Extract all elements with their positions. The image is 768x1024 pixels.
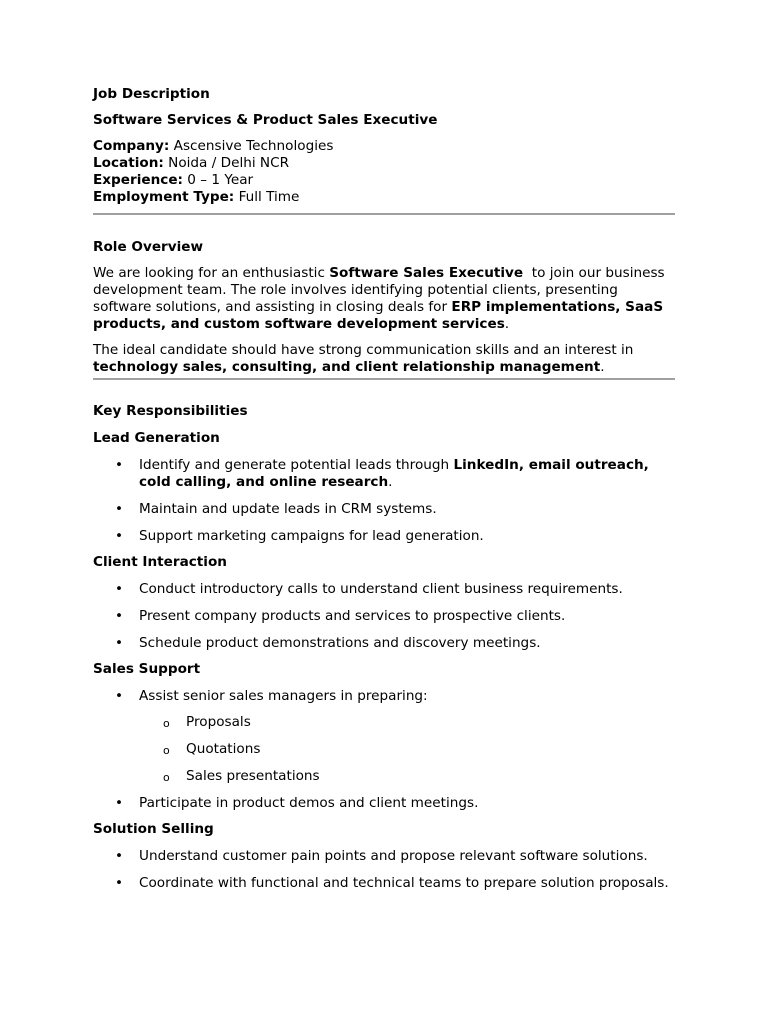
- sales-support-list: [93, 688, 675, 705]
- sales-support-sublist: [93, 714, 675, 785]
- key-responsibilities-heading: Key Responsibilities: [93, 403, 248, 419]
- meta-value: Noida / Delhi NCR: [163, 155, 290, 171]
- text-run-bold: Software Sales Executive: [329, 265, 524, 281]
- document-title: Job Description: [93, 86, 210, 102]
- list-item: [93, 581, 675, 598]
- list-item-text: Schedule product demonstrations and discovery meetings.: [139, 635, 541, 651]
- list-item-text: Understand customer pain points and propose relevant software solutions.: [139, 848, 648, 864]
- job-title: Software Services & Product Sales Executive: [93, 112, 438, 128]
- circle-bullet-icon: o: [163, 771, 170, 784]
- list-item-text: Participate in product demos and client meetings.: [139, 795, 479, 811]
- list-item-text: Assist senior sales managers in preparing:: [139, 688, 428, 704]
- bullet-icon: •: [115, 635, 124, 651]
- bullet-icon: •: [115, 875, 124, 891]
- bullet-icon: •: [115, 608, 124, 624]
- bullet-icon: •: [115, 528, 124, 544]
- lead-generation-heading: Lead Generation: [93, 430, 220, 446]
- job-meta: [93, 138, 675, 206]
- client-interaction-heading: Client Interaction: [93, 554, 227, 570]
- meta-location: [93, 155, 675, 172]
- meta-employment-type: [93, 189, 675, 206]
- sub-list-item-text: Proposals: [186, 714, 251, 730]
- list-item: [93, 608, 675, 625]
- bullet-icon: •: [115, 581, 124, 597]
- text-run: We are looking for an enthusiastic: [93, 265, 330, 281]
- list-item-text: Support marketing campaigns for lead generation.: [139, 528, 484, 544]
- sub-list-item: [93, 768, 675, 785]
- list-item: [93, 457, 675, 491]
- text-run: to join our business development team. The role involves identifying potential clients, presenting software solutions, and assisting in closing deals for: [93, 265, 669, 315]
- text-run: .: [600, 359, 605, 375]
- list-item: [93, 848, 675, 865]
- meta-label: Company:: [93, 138, 170, 154]
- job-description-document: [93, 85, 675, 892]
- meta-value: 0 – 1 Year: [182, 172, 254, 188]
- circle-bullet-icon: o: [163, 744, 170, 757]
- sub-list-item: [93, 741, 675, 758]
- client-interaction-list: [93, 581, 675, 652]
- list-item: [93, 875, 675, 892]
- bullet-icon: •: [115, 688, 124, 704]
- text-run: Identify and generate potential leads through: [139, 457, 454, 473]
- circle-bullet-icon: o: [163, 717, 170, 730]
- role-overview-heading: Role Overview: [93, 239, 204, 255]
- sub-list-item-text: Sales presentations: [186, 768, 320, 784]
- meta-value: Full Time: [234, 189, 300, 205]
- section-divider: [93, 378, 675, 380]
- meta-label: Experience:: [93, 172, 183, 188]
- list-item: [93, 635, 675, 652]
- text-run-bold: technology sales, consulting, and client relationship management: [93, 359, 601, 375]
- role-overview-paragraph-1: [93, 265, 675, 333]
- lead-generation-list: [93, 457, 675, 545]
- sub-list-item: [93, 714, 675, 731]
- meta-label: Employment Type:: [93, 189, 235, 205]
- sales-support-heading: Sales Support: [93, 661, 201, 677]
- list-item-text: Conduct introductory calls to understand client business requirements.: [139, 581, 623, 597]
- meta-label: Location:: [93, 155, 164, 171]
- section-divider: [93, 213, 675, 215]
- list-item: [93, 688, 675, 705]
- solution-selling-heading: Solution Selling: [93, 821, 214, 837]
- role-overview-paragraph-2: [93, 342, 675, 376]
- list-item-text: Maintain and update leads in CRM systems.: [139, 501, 437, 517]
- text-run: .: [388, 474, 393, 490]
- list-item: [93, 528, 675, 545]
- text-run: .: [504, 316, 510, 332]
- bullet-icon: •: [115, 795, 124, 811]
- bullet-icon: •: [115, 501, 124, 517]
- sub-list-item-text: Quotations: [186, 741, 261, 757]
- sales-support-list-continued: [93, 795, 675, 812]
- list-item: [93, 795, 675, 812]
- text-run: The ideal candidate should have strong communication skills and an interest in: [93, 342, 634, 358]
- meta-experience: [93, 172, 675, 189]
- bullet-icon: •: [115, 457, 124, 473]
- text-run-bold: LinkedIn, email outreach, cold calling, and online research: [139, 457, 649, 490]
- solution-selling-list: [93, 848, 675, 892]
- list-item-text: Coordinate with functional and technical teams to prepare solution proposals.: [139, 875, 669, 891]
- meta-value: Ascensive Technologies: [169, 138, 334, 154]
- bullet-icon: •: [115, 848, 124, 864]
- list-item: [93, 501, 675, 518]
- list-item-text: Present company products and services to prospective clients.: [139, 608, 566, 624]
- meta-company: [93, 138, 675, 155]
- text-run-bold: ERP implementations, SaaS products, and custom software development services: [93, 299, 664, 332]
